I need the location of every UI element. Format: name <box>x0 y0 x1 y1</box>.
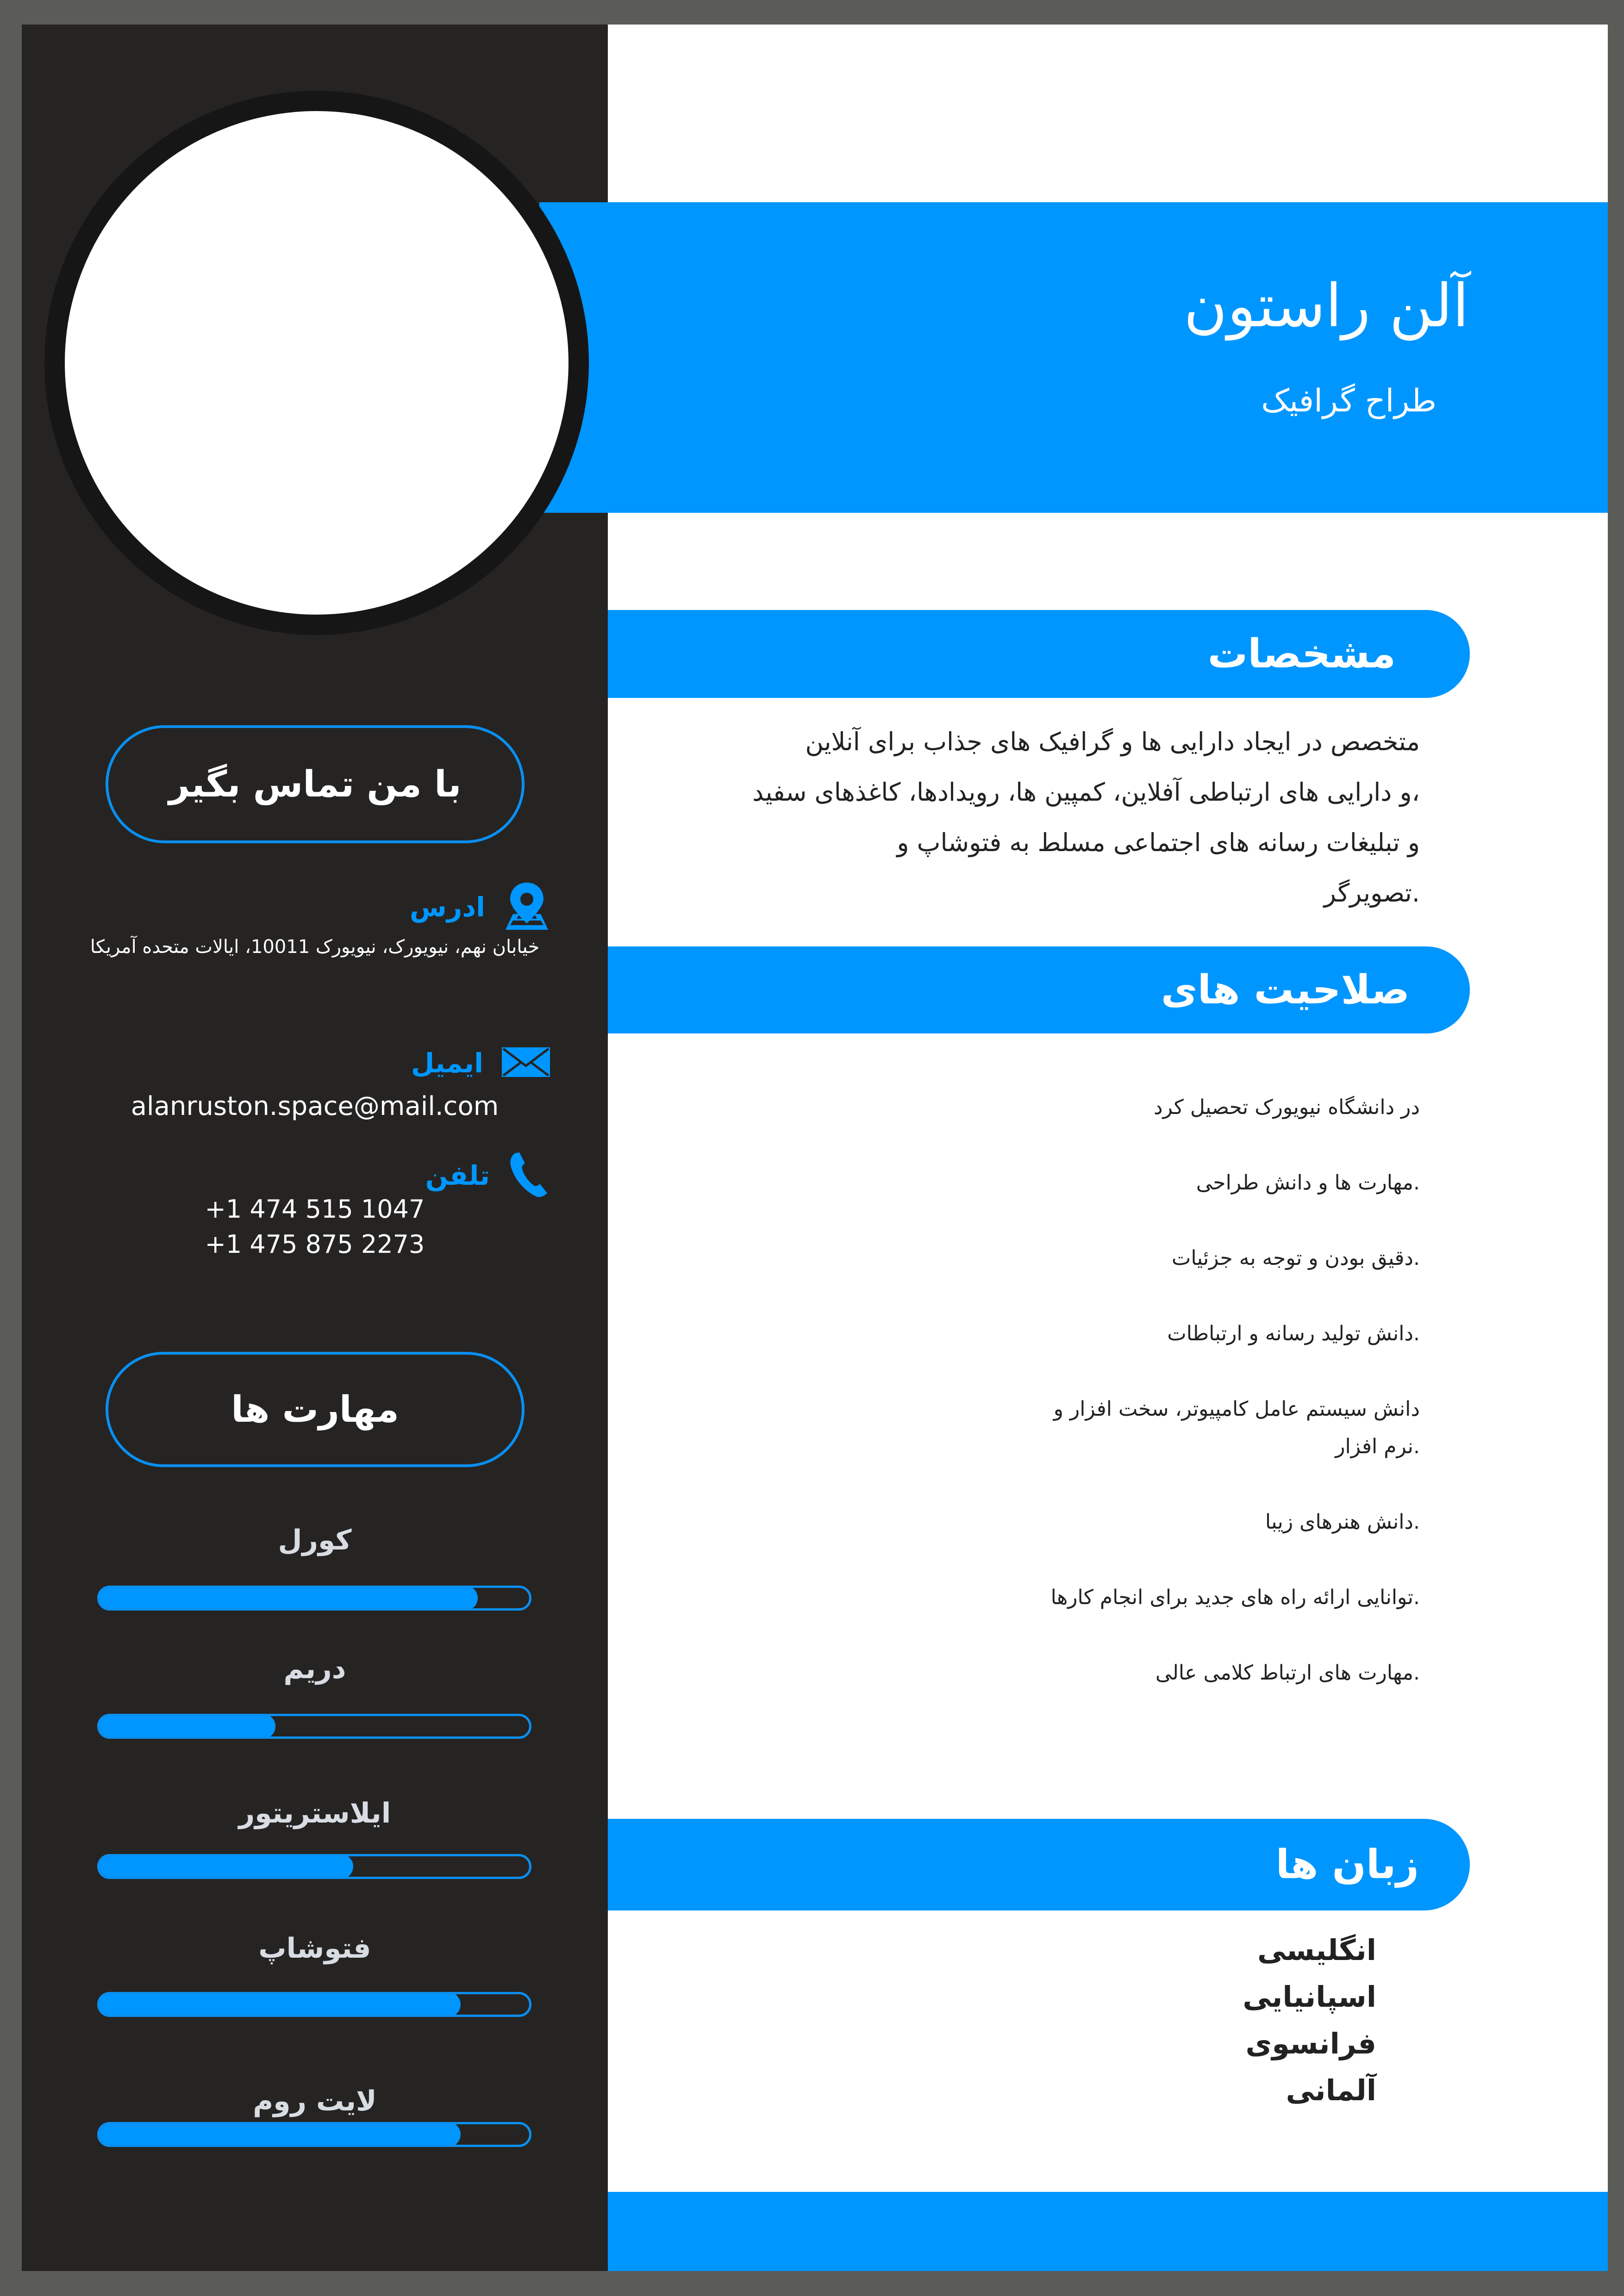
skill-fill-dream <box>100 1714 275 1739</box>
address-heading <box>410 881 550 933</box>
address-label: ادرس <box>409 891 485 923</box>
skill-label-photoshop: فتوشاپ <box>258 1932 371 1965</box>
competencies-heading-pill <box>608 946 1470 1033</box>
profile-line: ،و دارایی های ارتباطی آفلاین، کمپین ها، رویدادها، کاغذهای سفید <box>752 778 1420 807</box>
list-item: دانش سیستم عامل کامپیوتر، سخت افزار و <box>1053 1397 1420 1421</box>
profile-line: و تبلیغات رسانه های اجتماعی مسلط به فتوشاپ و <box>897 828 1420 857</box>
skill-bar-dream <box>97 1714 531 1739</box>
list-item: .مهارت های ارتباط کلامی عالی <box>1155 1661 1420 1685</box>
phone-heading <box>425 1151 550 1200</box>
skill-fill-corel <box>100 1586 478 1611</box>
skill-bar-illustrator <box>97 1854 531 1879</box>
footer-band <box>608 2192 1608 2271</box>
skill-label-corel: کورل <box>278 1524 352 1556</box>
languages-heading-pill <box>608 1819 1470 1910</box>
competencies-heading: صلاحیت های <box>1161 967 1410 1013</box>
resume-page <box>22 25 1608 2271</box>
skill-fill-lightroom <box>100 2122 461 2147</box>
language-item: فرانسوی <box>1245 2027 1376 2060</box>
profile-paragraph <box>670 716 1420 918</box>
phone-value-1[interactable]: +1 474 515 1047 <box>205 1195 425 1224</box>
list-item: .دانش هنرهای زیبا <box>1265 1510 1420 1534</box>
profile-line: متخصص در ایجاد دارایی ها و گرافیک های جذاب برای آنلاین <box>805 727 1420 756</box>
profile-heading-pill <box>608 610 1470 698</box>
skill-fill-photoshop <box>100 1992 461 2017</box>
contact-me-label: با من تماس بگیر <box>169 763 462 805</box>
email-heading <box>411 1047 550 1079</box>
skills-button[interactable] <box>106 1352 525 1467</box>
skill-bar-corel <box>97 1586 531 1611</box>
skill-label-dream: دریم <box>283 1653 346 1685</box>
language-item: آلمانی <box>1286 2073 1376 2107</box>
address-value: خیابان نهم، نیویورک، نیویورک 10011، ایالات متحده آمریکا <box>90 936 540 958</box>
email-value[interactable]: alanruston.space@mail.com <box>131 1091 499 1121</box>
profile-photo-placeholder <box>44 91 589 635</box>
list-item: .دانش تولید رسانه و ارتباطات <box>1167 1322 1420 1345</box>
list-item: در دانشگاه نیویورک تحصیل کرد <box>1154 1095 1420 1119</box>
language-item: انگلیسی <box>1257 1933 1376 1967</box>
header-band <box>539 202 1608 513</box>
skills-label: مهارت ها <box>231 1388 399 1431</box>
languages-heading: زبان ها <box>1275 1842 1419 1888</box>
phone-label: تلفن <box>425 1160 490 1191</box>
profile-heading: مشخصات <box>1207 631 1396 677</box>
list-item: .دقیق بودن و توجه به جزئیات <box>1171 1246 1420 1270</box>
language-item: اسپانیایی <box>1243 1980 1376 2014</box>
profile-line: .تصویرگر <box>1324 878 1420 908</box>
skill-label-lightroom: لایت روم <box>253 2085 377 2117</box>
person-name: آلن راستون <box>1183 272 1469 341</box>
map-pin-icon <box>504 881 550 933</box>
languages-list <box>1243 1927 1376 2114</box>
phone-icon <box>508 1151 550 1200</box>
skill-label-illustrator: ایلاستریتور <box>238 1797 391 1829</box>
skill-fill-illustrator <box>100 1854 353 1879</box>
list-item: .مهارت ها و دانش طراحی <box>1196 1171 1420 1195</box>
phone-value-2[interactable]: +1 475 875 2273 <box>205 1230 425 1259</box>
contact-me-button[interactable] <box>106 725 525 843</box>
job-title: طراح گرافیک <box>1261 383 1437 419</box>
skill-bar-photoshop <box>97 1992 531 2017</box>
list-item: .نرم افزار <box>1335 1435 1420 1458</box>
skill-bar-lightroom <box>97 2122 531 2147</box>
email-label: ایمیل <box>411 1047 483 1079</box>
list-item: .توانایی ارائه راه های جدید برای انجام کارها <box>1050 1586 1420 1609</box>
envelope-icon <box>502 1047 550 1079</box>
